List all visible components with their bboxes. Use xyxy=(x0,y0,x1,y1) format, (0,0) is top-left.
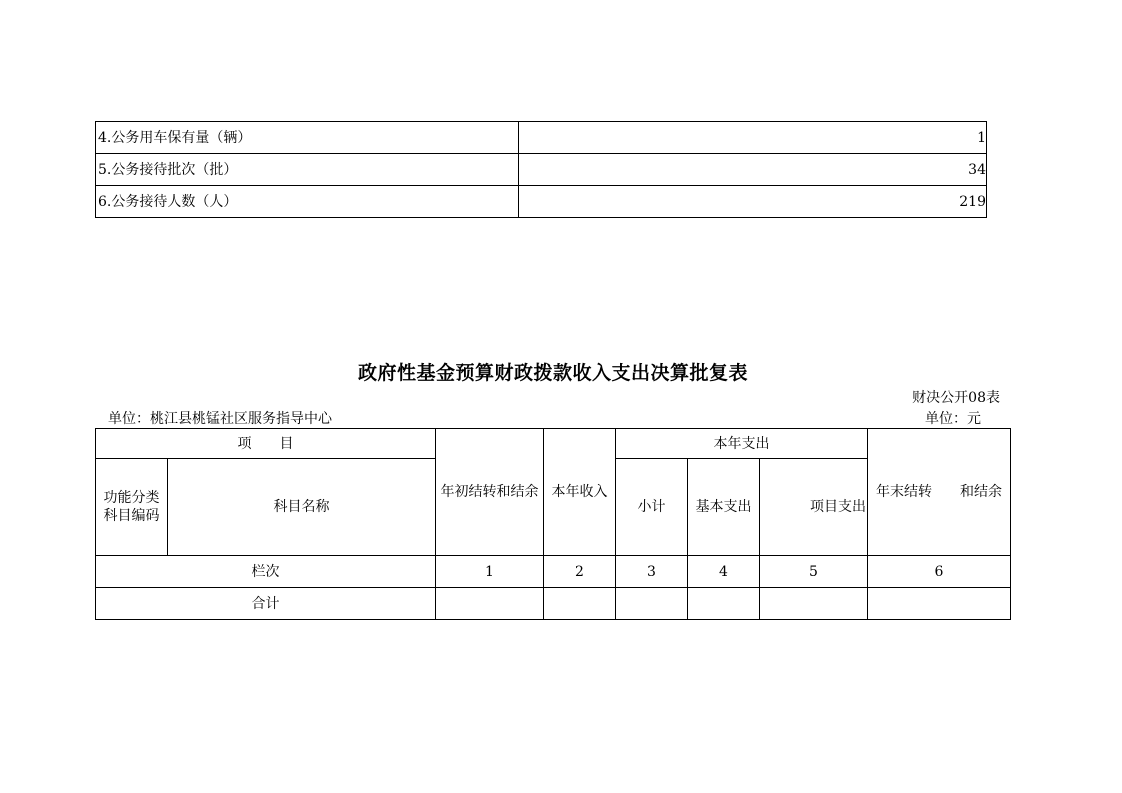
total-cell xyxy=(544,588,616,620)
header-project-expense: 项目支出 xyxy=(760,459,868,556)
header-subtotal: 小计 xyxy=(616,459,688,556)
vehicle-reception-table xyxy=(95,121,987,218)
row-value: 1 xyxy=(519,122,987,154)
column-index-row xyxy=(96,556,1011,588)
column-index: 4 xyxy=(688,556,760,588)
row-value: 34 xyxy=(519,154,987,186)
row-label: 6.公务接待人数（人） xyxy=(96,186,519,218)
currency-unit: 单位：元 xyxy=(925,411,981,427)
total-row xyxy=(96,588,1011,620)
column-index: 3 xyxy=(616,556,688,588)
fund-budget-table xyxy=(95,428,1011,620)
total-cell xyxy=(436,588,544,620)
column-index: 6 xyxy=(868,556,1011,588)
header-income: 本年收入 xyxy=(544,429,616,556)
header-item: 项 目 xyxy=(96,429,436,459)
total-cell xyxy=(616,588,688,620)
form-code: 财决公开08表 xyxy=(912,390,1000,406)
total-label: 合计 xyxy=(96,588,436,620)
header-basic-expense: 基本支出 xyxy=(688,459,760,556)
header-subject-name: 科目名称 xyxy=(168,459,436,556)
row-value: 219 xyxy=(519,186,987,218)
header-row xyxy=(96,429,1011,459)
total-cell xyxy=(868,588,1011,620)
header-closing-balance: 年末结转 和结余 xyxy=(868,429,1011,556)
total-cell xyxy=(760,588,868,620)
row-label: 4.公务用车保有量（辆） xyxy=(96,122,519,154)
column-index: 2 xyxy=(544,556,616,588)
header-expense: 本年支出 xyxy=(616,429,868,459)
column-index-label: 栏次 xyxy=(96,556,436,588)
organization-name: 单位：桃江县桃锰社区服务指导中心 xyxy=(108,411,332,427)
total-cell xyxy=(688,588,760,620)
table-row xyxy=(96,122,987,154)
header-function-code: 功能分类科目编码 xyxy=(96,459,168,556)
table-row xyxy=(96,186,987,218)
column-index: 5 xyxy=(760,556,868,588)
header-opening-balance: 年初结转和结余 xyxy=(436,429,544,556)
row-label: 5.公务接待批次（批） xyxy=(96,154,519,186)
report-title: 政府性基金预算财政拨款收入支出决算批复表 xyxy=(357,362,748,384)
table-row xyxy=(96,154,987,186)
column-index: 1 xyxy=(436,556,544,588)
